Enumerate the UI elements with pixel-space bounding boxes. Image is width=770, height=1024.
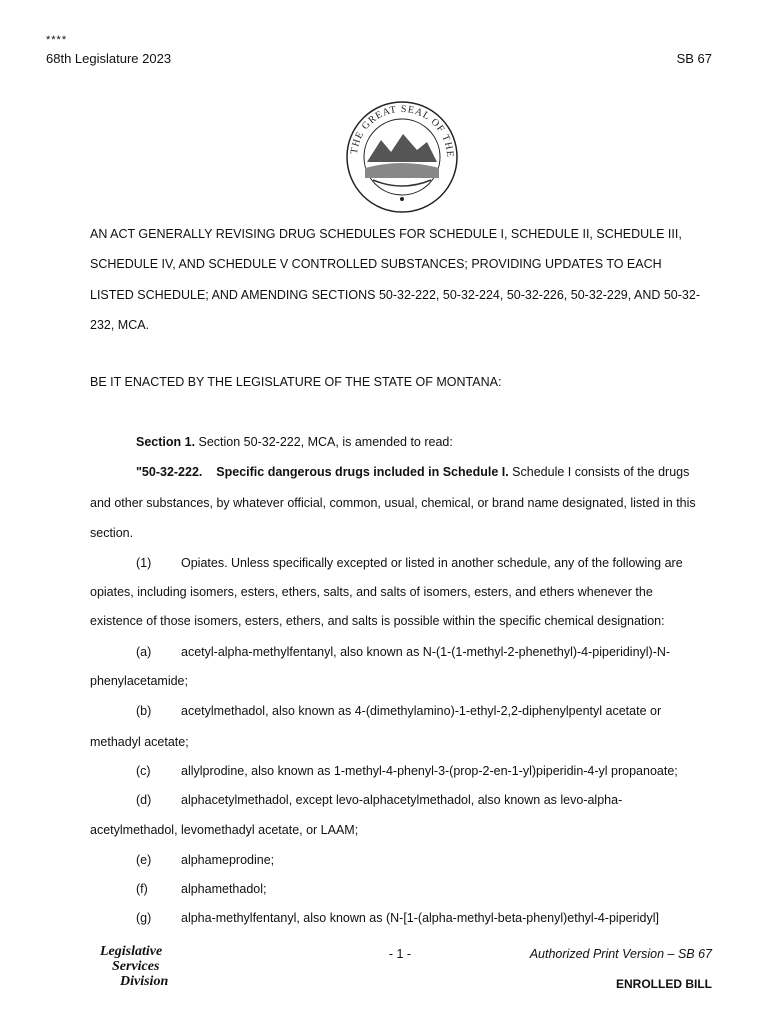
- section-1-text: Section 50-32-222, MCA, is amended to read:: [195, 435, 453, 449]
- item-c-num: (c): [136, 764, 151, 778]
- authorized-print-version: Authorized Print Version – SB 67: [529, 947, 712, 961]
- title-line-3: LISTED SCHEDULE; AND AMENDING SECTIONS 50-32-222, 50-32-224, 50-32-226, 50-32-229, AND 50-32-: [90, 288, 700, 302]
- title-line-2: SCHEDULE IV, AND SCHEDULE V CONTROLLED SUBSTANCES; PROVIDING UPDATES TO EACH: [90, 257, 662, 271]
- section-1-line-2: and other substances, by whatever official, common, usual, chemical, or brand name designated, listed in this: [90, 496, 696, 510]
- subsection-1-line-1: Opiates. Unless specifically excepted or listed in another schedule, any of the following are: [181, 556, 683, 570]
- enrolled-bill-label: ENROLLED BILL: [616, 977, 712, 991]
- subsection-1-num: (1): [136, 556, 152, 570]
- item-e-num: (e): [136, 853, 152, 867]
- item-f-num: (f): [136, 882, 148, 896]
- item-d-cont: acetylmethadol, levomethadyl acetate, or LAAM;: [90, 823, 359, 837]
- subsection-1-line-3: existence of those isomers, esters, ethers, and salts is possible within the specific chemical designation:: [90, 614, 665, 628]
- title-line-1: AN ACT GENERALLY REVISING DRUG SCHEDULES FOR SCHEDULE I, SCHEDULE II, SCHEDULE III,: [90, 227, 682, 241]
- montana-state-seal: [343, 100, 461, 214]
- title-line-4: 232, MCA.: [90, 318, 150, 332]
- item-b-text: acetylmethadol, also known as 4-(dimethylamino)-1-ethyl-2,2-diphenylpentyl acetate or: [181, 704, 662, 718]
- item-g-text: alpha-methylfentanyl, also known as (N-[1-(alpha-methyl-beta-phenyl)ethyl-4-piperidyl]: [181, 911, 659, 925]
- logo-line-2: Services: [112, 959, 160, 974]
- header-stars: ****: [46, 34, 68, 46]
- bill-number: SB 67: [676, 51, 712, 66]
- section-1-label: Section 1.: [136, 435, 196, 449]
- seal-text: THE GREAT SEAL OF THE: [349, 103, 456, 159]
- logo-line-1: Legislative: [100, 944, 163, 959]
- legislature-label: 68th Legislature 2023: [46, 51, 172, 66]
- item-a-num: (a): [136, 645, 152, 659]
- item-a-text: acetyl-alpha-methylfentanyl, also known as N-(1-(1-methyl-2-phenethyl)-4-piperidinyl)-N-: [181, 645, 671, 659]
- section-heading-rest: Schedule I consists of the drugs: [508, 465, 690, 479]
- item-f-text: alphamethadol;: [181, 882, 267, 896]
- subsection-1-line-2: opiates, including isomers, esters, ethers, salts, and salts of isomers, esters, and ethers whenever the: [90, 585, 653, 599]
- item-d-num: (d): [136, 793, 152, 807]
- section-heading-bold: "50-32-222. Specific dangerous drugs included in Schedule I.: [136, 465, 509, 479]
- item-a-cont: phenylacetamide;: [90, 674, 188, 688]
- item-e-text: alphameprodine;: [181, 853, 275, 867]
- section-1-intro: [136, 435, 453, 449]
- item-d-text: alphacetylmethadol, except levo-alphacetylmethadol, also known as levo-alpha-: [181, 793, 623, 807]
- logo-line-3: Division: [120, 974, 169, 989]
- page-number: - 1 -: [388, 947, 412, 961]
- item-g-num: (g): [136, 911, 152, 925]
- enacting-clause: BE IT ENACTED BY THE LEGISLATURE OF THE STATE OF MONTANA:: [90, 375, 502, 389]
- section-1-line-3: section.: [90, 526, 134, 540]
- item-b-num: (b): [136, 704, 152, 718]
- item-c-text: allylprodine, also known as 1-methyl-4-phenyl-3-(prop-2-en-1-yl)piperidin-4-yl propanoate;: [181, 764, 678, 778]
- item-b-cont: methadyl acetate;: [90, 735, 189, 749]
- section-heading: [136, 465, 689, 479]
